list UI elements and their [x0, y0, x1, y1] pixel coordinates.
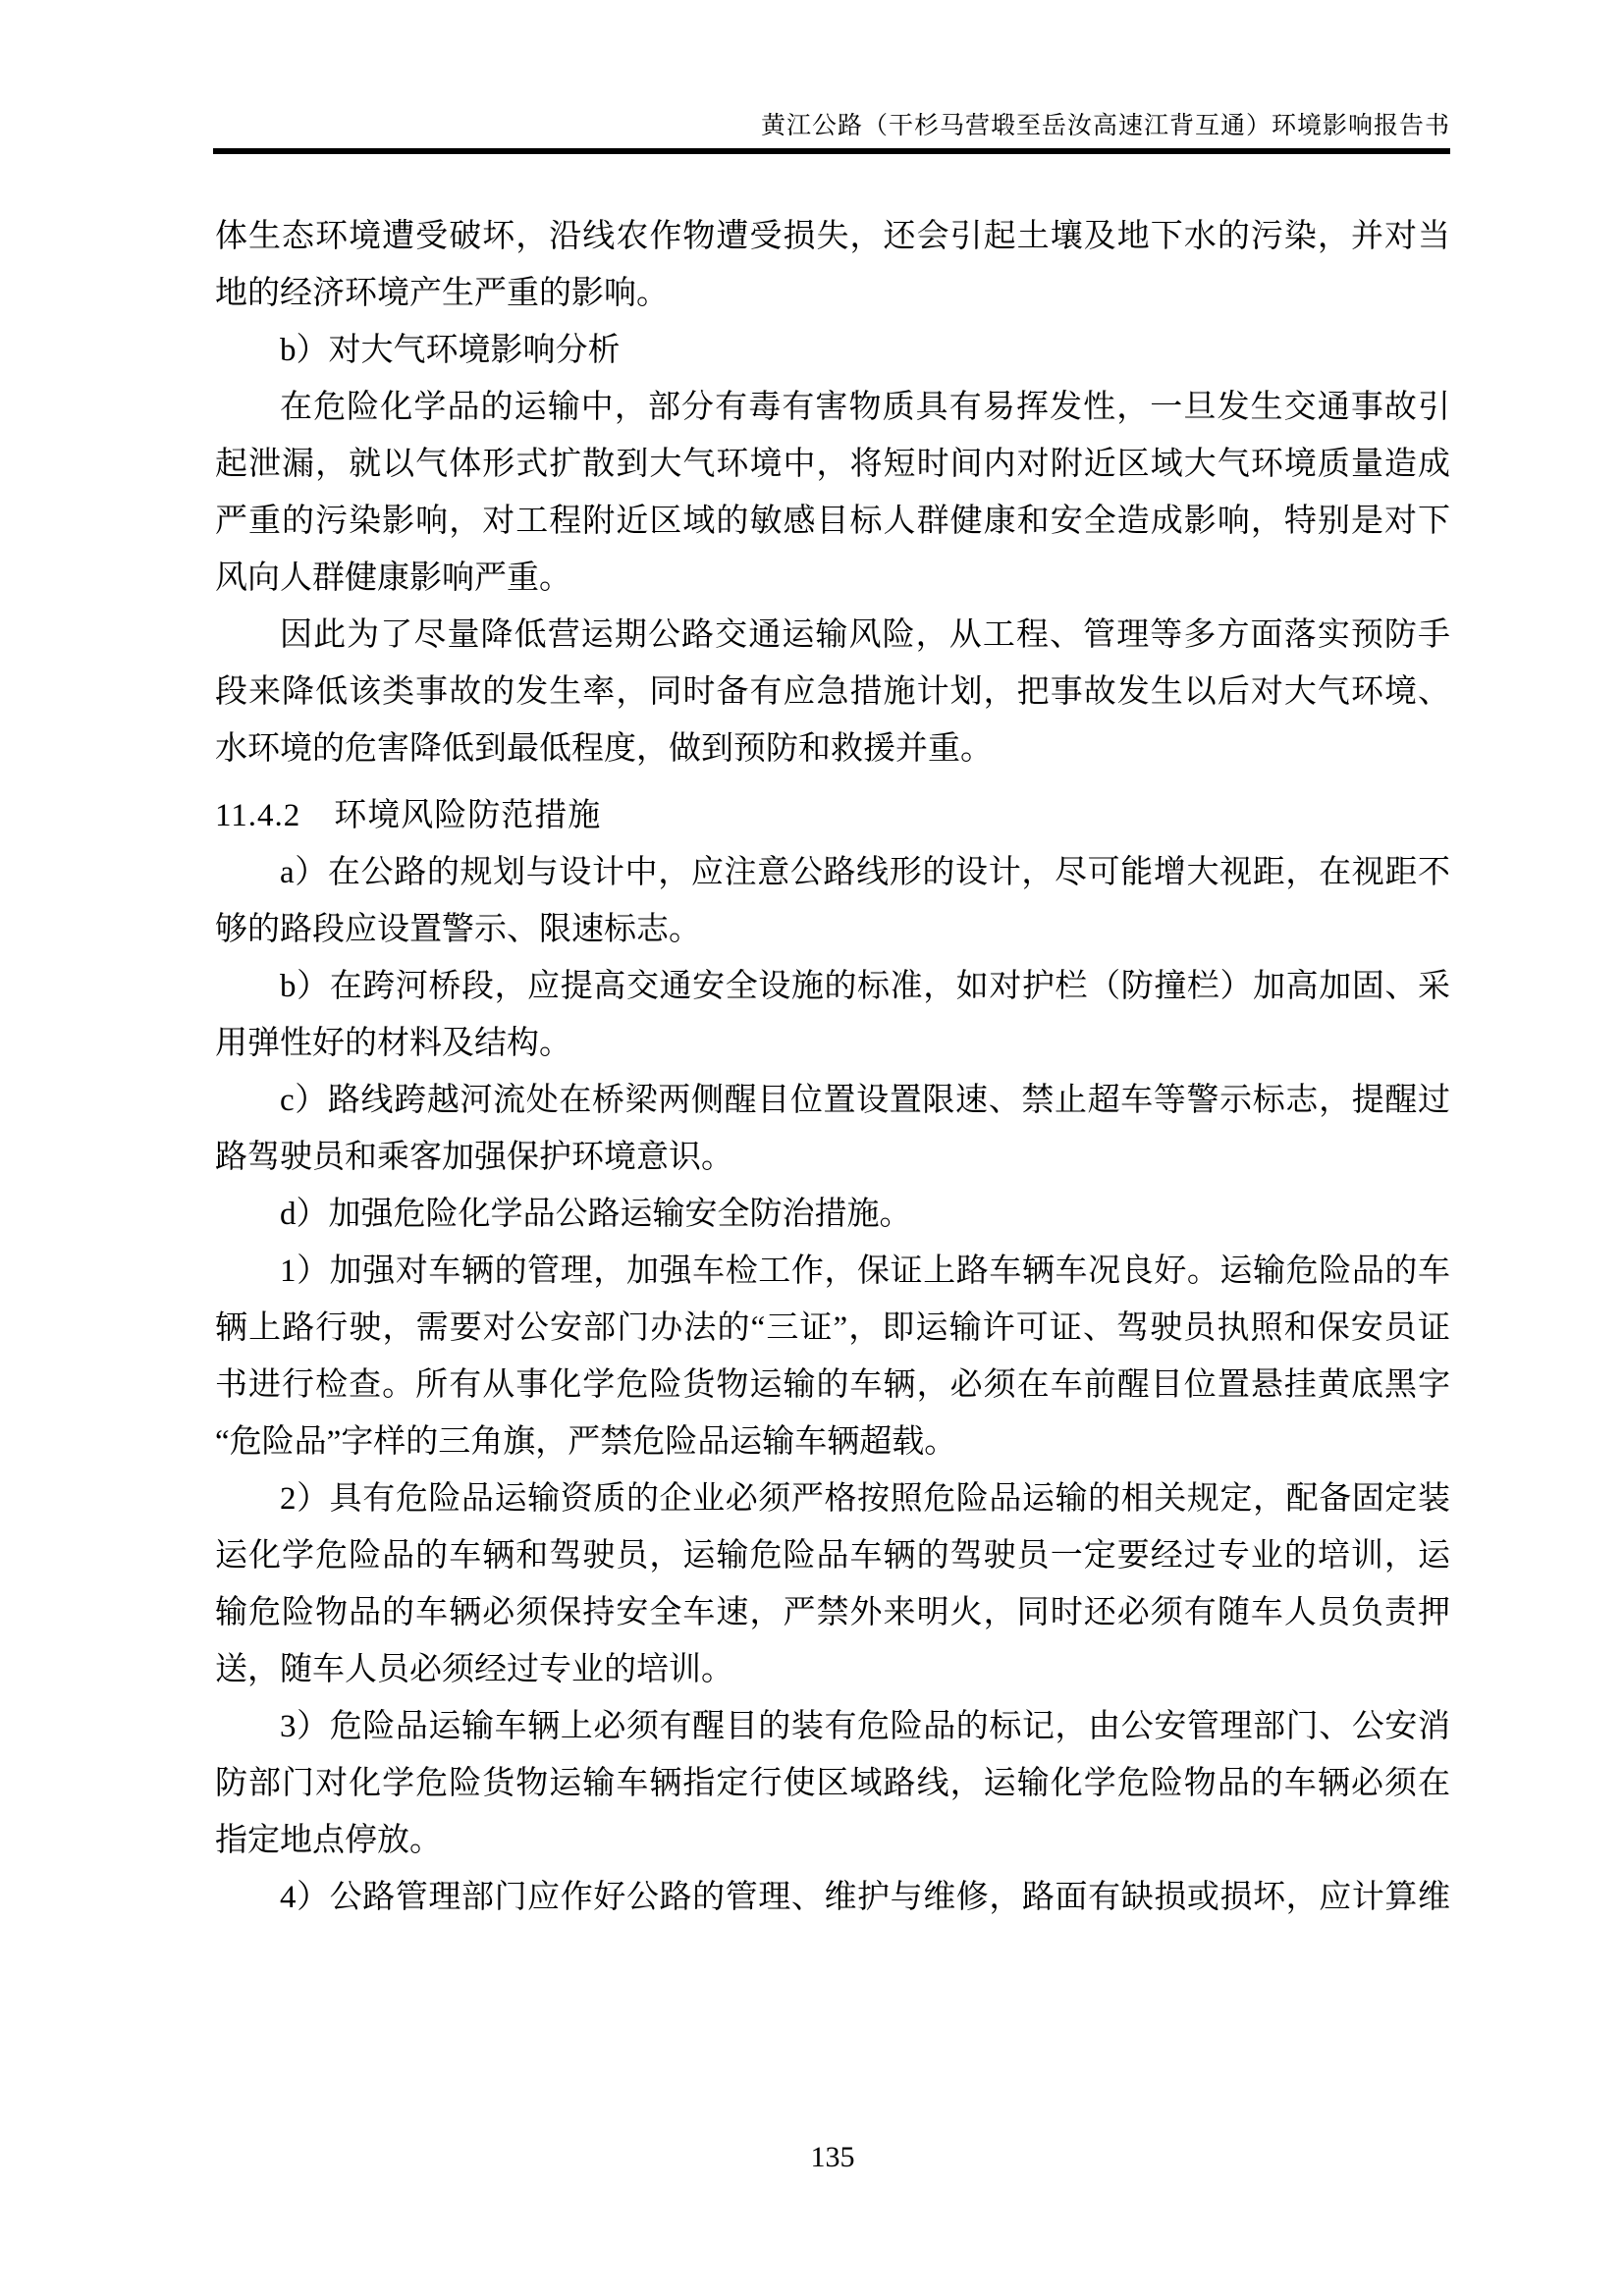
body-line: 风向人群健康影响严重。 — [215, 561, 571, 596]
body-line: 指定地点停放。 — [215, 1823, 442, 1858]
body-line: 用弹性好的材料及结构。 — [215, 1026, 571, 1061]
body-line: 辆上路行驶，需要对公安部门办法的“三证”，即运输许可证、驾驶员执照和保安员证 — [215, 1310, 1450, 1346]
body-line: 严重的污染影响，对工程附近区域的敏感目标人群健康和安全造成影响，特别是对下 — [215, 504, 1450, 539]
body-line: 路驾驶员和乘客加强保护环境意识。 — [215, 1140, 733, 1175]
body-line: b）在跨河桥段，应提高交通安全设施的标准，如对护栏（防撞栏）加高加固、采 — [280, 969, 1450, 1004]
section-heading: 11.4.2 环境风险防范措施 — [215, 798, 602, 833]
body-line: 地的经济环境产生严重的影响。 — [215, 276, 669, 311]
body-line: 1）加强对车辆的管理，加强车检工作，保证上路车辆车况良好。运输危险品的车 — [280, 1254, 1450, 1289]
body-line: 水环境的危害降低到最低程度，做到预防和救援并重。 — [215, 731, 993, 767]
body-line: 体生态环境遭受破坏，沿线农作物遭受损失，还会引起土壤及地下水的污染，并对当 — [215, 219, 1450, 254]
page-number: 135 — [810, 2141, 855, 2173]
body-line: 4）公路管理部门应作好公路的管理、维护与维修，路面有缺损或损坏，应计算维 — [280, 1880, 1450, 1915]
body-line: 够的路段应设置警示、限速标志。 — [215, 912, 701, 947]
body-line: c）路线跨越河流处在桥梁两侧醒目位置设置限速、禁止超车等警示标志，提醒过 — [280, 1083, 1450, 1118]
body-line: 起泄漏，就以气体形式扩散到大气环境中，将短时间内对附近区域大气环境质量造成 — [215, 447, 1450, 482]
body-line: 防部门对化学危险货物运输车辆指定行使区域路线，运输化学危险物品的车辆必须在 — [215, 1766, 1450, 1801]
body-line: 书进行检查。所有从事化学危险货物运输的车辆，必须在车前醒目位置悬挂黄底黑字 — [215, 1367, 1450, 1403]
body-line: 送，随车人员必须经过专业的培训。 — [215, 1652, 733, 1687]
document-body — [215, 208, 1450, 1926]
body-line: b）对大气环境影响分析 — [280, 333, 621, 368]
body-line: 在危险化学品的运输中，部分有毒有害物质具有易挥发性，一旦发生交通事故引 — [280, 390, 1450, 425]
body-line: 输危险物品的车辆必须保持安全车速，严禁外来明火，同时还必须有随车人员负责押 — [215, 1595, 1450, 1630]
report-title: 黄江公路（干杉马营塅至岳汝高速江背互通）环境影响报告书 — [760, 113, 1450, 139]
body-line: 2）具有危险品运输资质的企业必须严格按照危险品运输的相关规定，配备固定装 — [280, 1481, 1450, 1517]
body-line: 段来降低该类事故的发生率，同时备有应急措施计划，把事故发生以后对大气环境、 — [215, 674, 1450, 710]
body-line: 运化学危险品的车辆和驾驶员，运输危险品车辆的驾驶员一定要经过专业的培训，运 — [215, 1538, 1450, 1574]
header-rule — [213, 148, 1450, 154]
body-line: “危险品”字样的三角旗，严禁危险品运输车辆超载。 — [215, 1424, 957, 1460]
body-line: a）在公路的规划与设计中，应注意公路线形的设计，尽可能增大视距，在视距不 — [280, 855, 1450, 890]
body-line: d）加强危险化学品公路运输安全防治措施。 — [280, 1197, 912, 1232]
body-line: 因此为了尽量降低营运期公路交通运输风险，从工程、管理等多方面落实预防手 — [280, 617, 1450, 653]
body-line: 3）危险品运输车辆上必须有醒目的装有危险品的标记，由公安管理部门、公安消 — [280, 1709, 1450, 1744]
